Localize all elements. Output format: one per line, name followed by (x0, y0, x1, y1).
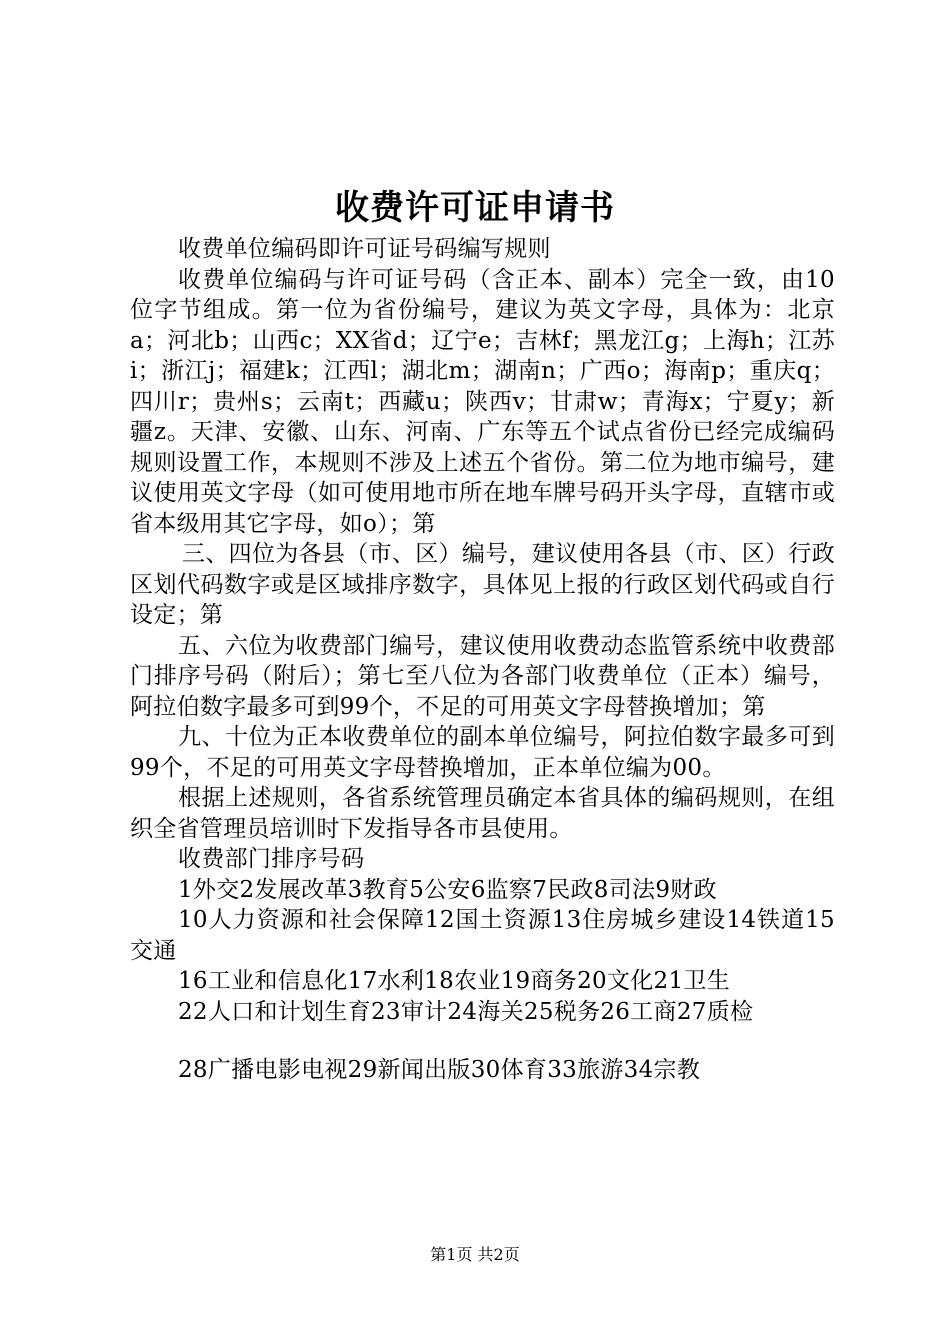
paragraph-department-heading: 收费部门排序号码 (178, 846, 365, 872)
department-list-line: 22人口和计划生育23审计24海关25税务26工商27质检 (178, 998, 754, 1025)
department-list-line: 1外交2发展改革3教育5公安6监察7民政8司法9财政 (178, 876, 717, 903)
paragraph-rule-heading: 收费单位编码即许可证号码编写规则 (178, 236, 551, 262)
document-body (130, 234, 835, 1086)
paragraph-digits-5-8: 五、六位为收费部门编号，建议使用收费动态监管系统中收费部门排序号码（附后）；第七至八位为各部门收费单位（正本）编号，阿拉伯数字最多可到99个，不足的可用英文字母替换增加；第 (130, 632, 835, 720)
paragraph-rule-usage: 根据上述规则，各省系统管理员确定本省具体的编码规则，在组织全省管理员培训时下发指导各市县使用。 (130, 785, 835, 842)
department-list-line: 28广播电影电视29新闻出版30体育33旅游34宗教 (178, 1057, 701, 1083)
document-title: 收费许可证申请书 (335, 188, 615, 228)
department-list-line: 16工业和信息化17水利18农业19商务20文化21卫生 (178, 968, 730, 994)
paragraph-code-description: 收费单位编码与许可证号码（含正本、副本）完全一致，由10位字节组成。第一位为省份编号，建议为英文字母，具体为：北京a；河北b；山西c；XX省d；辽宁e；吉林f；黑龙江g；上海h；江苏i；浙江j；福建k；江西l；湖北m；湖南n；广西o；海南p；重庆q；四川r；贵州s；云南t；西藏u；陕西v；甘肃w；青海x；宁夏y；新疆z。天津、安徽、山东、河南、广东等五个试点省份已经完成编码规则设置工作，本规则不涉及上述五个省份。第二位为地市编号，建议使用英文字母（如可使用地市所在地车牌号码开头字母，直辖市或省本级用其它字母，如o）；第 (130, 266, 835, 537)
paragraph-digits-9-10: 九、十位为正本收费单位的副本单位编号，阿拉伯数字最多可到99个，不足的可用英文字母替换增加，正本单位编为00。 (130, 724, 835, 781)
page-footer: 第1页 共2页 (430, 1245, 520, 1264)
department-list-line: 10人力资源和社会保障12国土资源13住房城乡建设14铁道15交通 (130, 907, 835, 964)
paragraph-digits-3-4: 三、四位为各县（市、区）编号，建议使用各县（市、区）行政区划代码数字或是区域排序数字，具体见上报的行政区划代码或自行设定；第 (130, 541, 835, 628)
